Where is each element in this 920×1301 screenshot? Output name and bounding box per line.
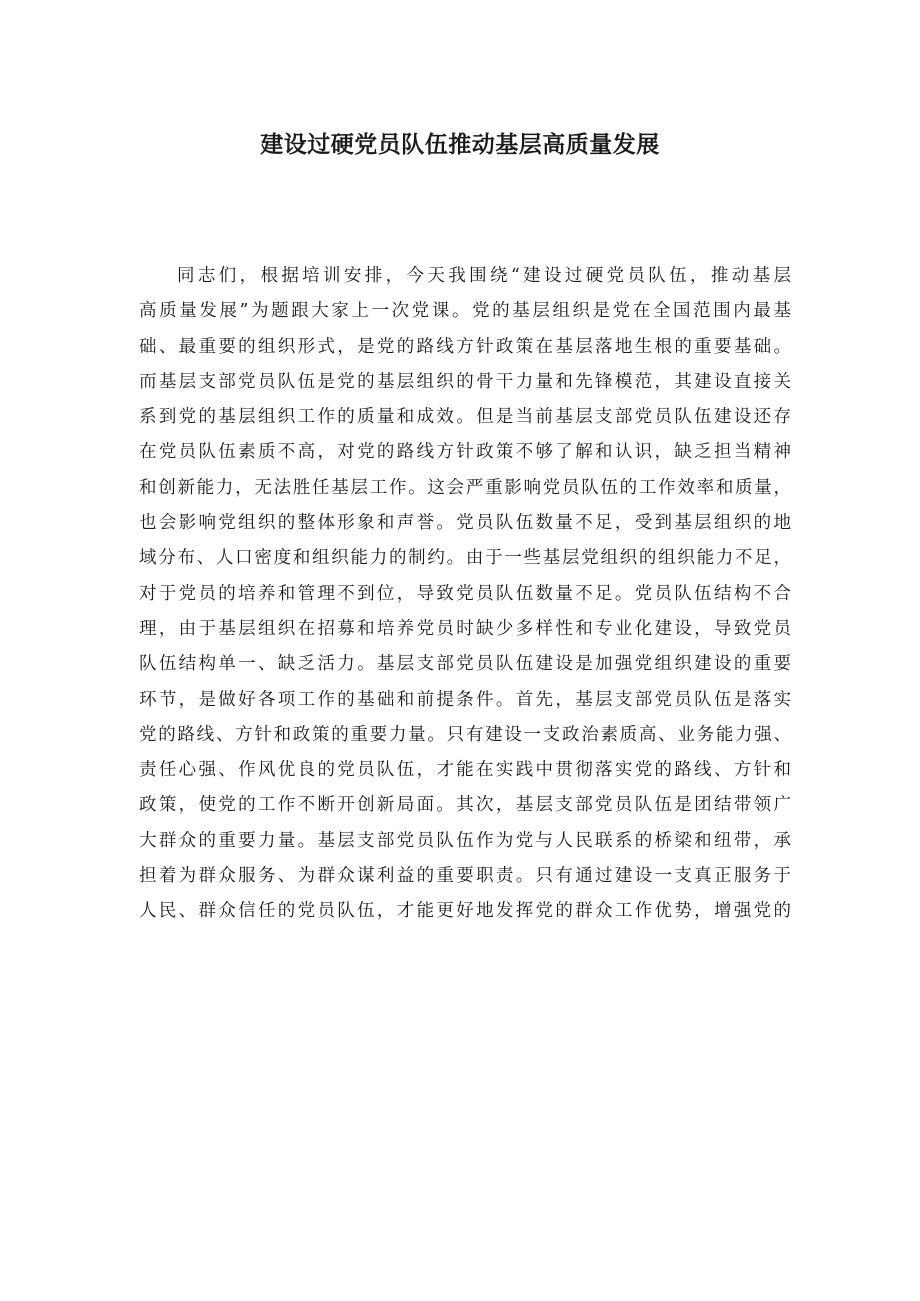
body-line: 担着为群众服务、为群众谋利益的重要职责。只有通过建设一支真正服务于: [139, 866, 791, 887]
body-line: 也会影响党组织的整体形象和声誉。党员队伍数量不足，受到基层组织的地: [139, 513, 791, 534]
body-line: 对于党员的培养和管理不到位，导致党员队伍数量不足。党员队伍结构不合: [139, 583, 791, 604]
body-line: 政策，使党的工作不断开创新局面。其次，基层支部党员队伍是团结带领广: [139, 795, 791, 816]
body-line: 大群众的重要力量。基层支部党员队伍作为党与人民联系的桥梁和纽带，承: [139, 830, 791, 851]
document-body: [139, 259, 791, 930]
body-line: 高质量发展”为题跟大家上一次党课。党的基层组织是党在全国范围内最基: [139, 301, 791, 322]
body-line: 队伍结构单一、缺乏活力。基层支部党员队伍建设是加强党组织建设的重要: [139, 654, 791, 675]
body-line: 域分布、人口密度和组织能力的制约。由于一些基层党组织的组织能力不足，: [139, 548, 791, 569]
body-line: 和创新能力，无法胜任基层工作。这会严重影响党员队伍的工作效率和质量，: [139, 477, 791, 498]
body-line: 同志们，根据培训安排，今天我围绕“建设过硬党员队伍，推动基层: [177, 266, 791, 286]
document-title: 建设过硬党员队伍推动基层高质量发展: [260, 132, 660, 158]
body-line: 系到党的基层组织工作的质量和成效。但是当前基层支部党员队伍建设还存: [139, 407, 791, 428]
body-line: 人民、群众信任的党员队伍，才能更好地发挥党的群众工作优势，增强党的: [139, 901, 791, 922]
body-line: 环节，是做好各项工作的基础和前提条件。首先，基层支部党员队伍是落实: [139, 689, 791, 710]
body-line: 而基层支部党员队伍是党的基层组织的骨干力量和先锋模范，其建设直接关: [139, 371, 791, 392]
body-line: 党的路线、方针和政策的重要力量。只有建设一支政治素质高、业务能力强、: [139, 724, 791, 745]
body-line: 础、最重要的组织形式，是党的路线方针政策在基层落地生根的重要基础。: [139, 336, 791, 357]
body-line: 责任心强、作风优良的党员队伍，才能在实践中贯彻落实党的路线、方针和: [139, 760, 791, 781]
body-line: 理，由于基层组织在招募和培养党员时缺少多样性和专业化建设，导致党员: [139, 618, 791, 639]
body-line: 在党员队伍素质不高，对党的路线方针政策不够了解和认识，缺乏担当精神: [139, 442, 791, 463]
